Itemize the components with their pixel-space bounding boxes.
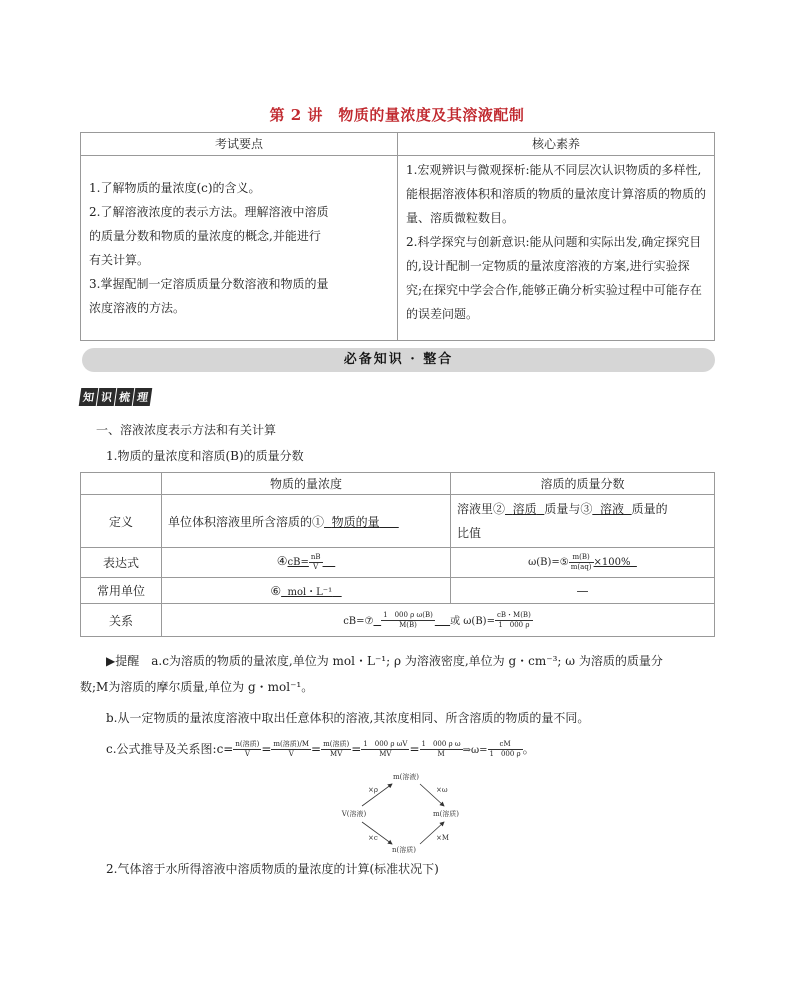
literacy-line: 1.宏观辨识与微观探析:能从不同层次认识物质的多样性,	[406, 163, 702, 177]
label-times-c: ×c	[368, 834, 378, 842]
badge-char: 梳	[115, 388, 135, 406]
badge-char: 知	[79, 388, 99, 406]
node-solute-mass: m(溶质)	[432, 810, 460, 818]
relation-formula: cB=⑦ $\frac{\text{1 000 ρ ω(B)}}{M(B)}$ 或 ω(B)= $\frac{cB・M(B)}{1 000 \rho}$	[162, 604, 715, 637]
section-bar: 必备知识 · 整合	[82, 348, 715, 372]
relation-diagram	[340, 770, 470, 855]
node-solution-volume: V(溶液)	[341, 810, 367, 818]
formula-derivation: c.公式推导及关系图:c= $\frac{\text{n(溶质)}}{V}$ = $\frac{\text{m(溶质)/M}}{V}$ = $\frac{\text{m(溶质)}}{MV}$ = $\frac{\text{1 000 ρ ωV}}{MV}$ = $\frac{\text{1 000 ρ ω}}{M}$ ⇒ω= $\frac{cM}{1 000 \rho}$ 。	[106, 740, 535, 758]
tip-line-1: ▶提醒 a.c为溶质的物质的量浓度,单位为 mol・L⁻¹; ρ 为溶液密度,单位为 g・cm⁻³; ω 为溶质的质量分	[106, 654, 663, 668]
heading-section-1: 一、溶液浓度表示方法和有关计算	[96, 423, 277, 437]
heading-subsection-1: 1.物质的量浓度和溶质(B)的质量分数	[106, 449, 304, 463]
row-label-unit: 常用单位	[81, 578, 162, 604]
exam-point-line: 3.掌握配制一定溶质质量分数溶液和物质的量	[89, 277, 329, 291]
literacy-line: 的误差问题。	[406, 307, 479, 321]
node-solute-moles: n(溶质)	[392, 846, 416, 854]
exam-point-line: 的质量分数和物质的量浓度的概念,并能进行	[89, 229, 321, 243]
label-times-rho: ×ρ	[368, 786, 378, 794]
literacy-line: 量、溶质微粒数目。	[406, 211, 515, 225]
page-title: 第 2 讲 物质的量浓度及其溶液配制	[269, 106, 525, 124]
exam-point-line: 浓度溶液的方法。	[89, 301, 186, 315]
tip-line-2: 数;M为溶质的摩尔质量,单位为 g・mol⁻¹。	[80, 680, 314, 694]
row-label-relation: 关系	[81, 604, 162, 637]
col-header-exam-points: 考试要点	[81, 133, 398, 156]
header-molar-concentration: 物质的量浓度	[162, 473, 451, 495]
tip-b: b.从一定物质的量浓度溶液中取出任意体积的溶液,其浓度相同、所含溶质的物质的量不同。	[106, 711, 590, 725]
core-literacy-text	[398, 156, 714, 328]
row-label-definition: 定义	[81, 495, 162, 548]
expression-mass-fraction: ω(B)=⑤ $\frac{m(B)}{m(aq)}$ ×100%	[451, 548, 715, 578]
expression-molar: ④cB= $\frac{nB}{V}$	[162, 548, 451, 578]
exam-point-line: 1.了解物质的量浓度(c)的含义。	[89, 181, 261, 195]
badge-char: 识	[97, 388, 117, 406]
answer-blank-1: 物质的量	[331, 514, 380, 529]
literacy-line: 的,设计配制一定物质的量浓度溶液的方案,进行实验探	[406, 259, 690, 273]
label-times-omega: ×ω	[436, 786, 448, 794]
badge-char: 理	[133, 388, 153, 406]
heading-subsection-2: 2.气体溶于水所得溶液中溶质物质的量浓度的计算(标准状况下)	[106, 862, 439, 876]
answer-blank-2: 溶质	[512, 502, 537, 516]
answer-blank-7: $\frac{\text{1 000 ρ ω(B)}}{M(B)}$	[383, 610, 433, 629]
col-header-core-literacy: 核心素养	[398, 133, 715, 156]
answer-blank-5: $\frac{m(B)}{m(aq)}$ ×100%	[570, 553, 631, 571]
answer-blank-3: 溶液	[599, 502, 624, 516]
answer-blank-6: mol・L⁻¹	[287, 587, 333, 598]
concentration-table	[80, 472, 715, 637]
knowledge-badge	[80, 388, 152, 406]
unit-mass-fraction: —	[451, 578, 715, 604]
definition-molar: 单位体积溶液里所含溶质的① 物质的量	[162, 495, 451, 548]
exam-points-text	[81, 170, 397, 326]
node-solution-mass: m(溶液)	[392, 773, 420, 781]
requirements-table	[80, 132, 715, 341]
definition-mass-fraction: 溶液里② 溶质 质量与③ 溶液 质量的 比值	[451, 495, 715, 548]
exam-point-line: 有关计算。	[89, 253, 150, 267]
literacy-line: 究;在探究中学会合作,能够正确分析实验过程中可能存在	[406, 283, 702, 297]
literacy-line: 能根据溶液体积和溶质的物质的量浓度计算溶质的物质的	[406, 187, 707, 201]
literacy-line: 2.科学探究与创新意识:能从问题和实际出发,确定探究目	[406, 235, 702, 249]
label-times-m: ×M	[436, 834, 450, 842]
exam-point-line: 2.了解溶液浓度的表示方法。理解溶液中溶质	[89, 205, 329, 219]
unit-molar: ⑥ mol・L⁻¹	[162, 578, 451, 604]
row-label-expression: 表达式	[81, 548, 162, 578]
header-mass-fraction: 溶质的质量分数	[451, 473, 715, 495]
answer-blank-4: cB= $\frac{nB}{V}$	[287, 553, 321, 571]
